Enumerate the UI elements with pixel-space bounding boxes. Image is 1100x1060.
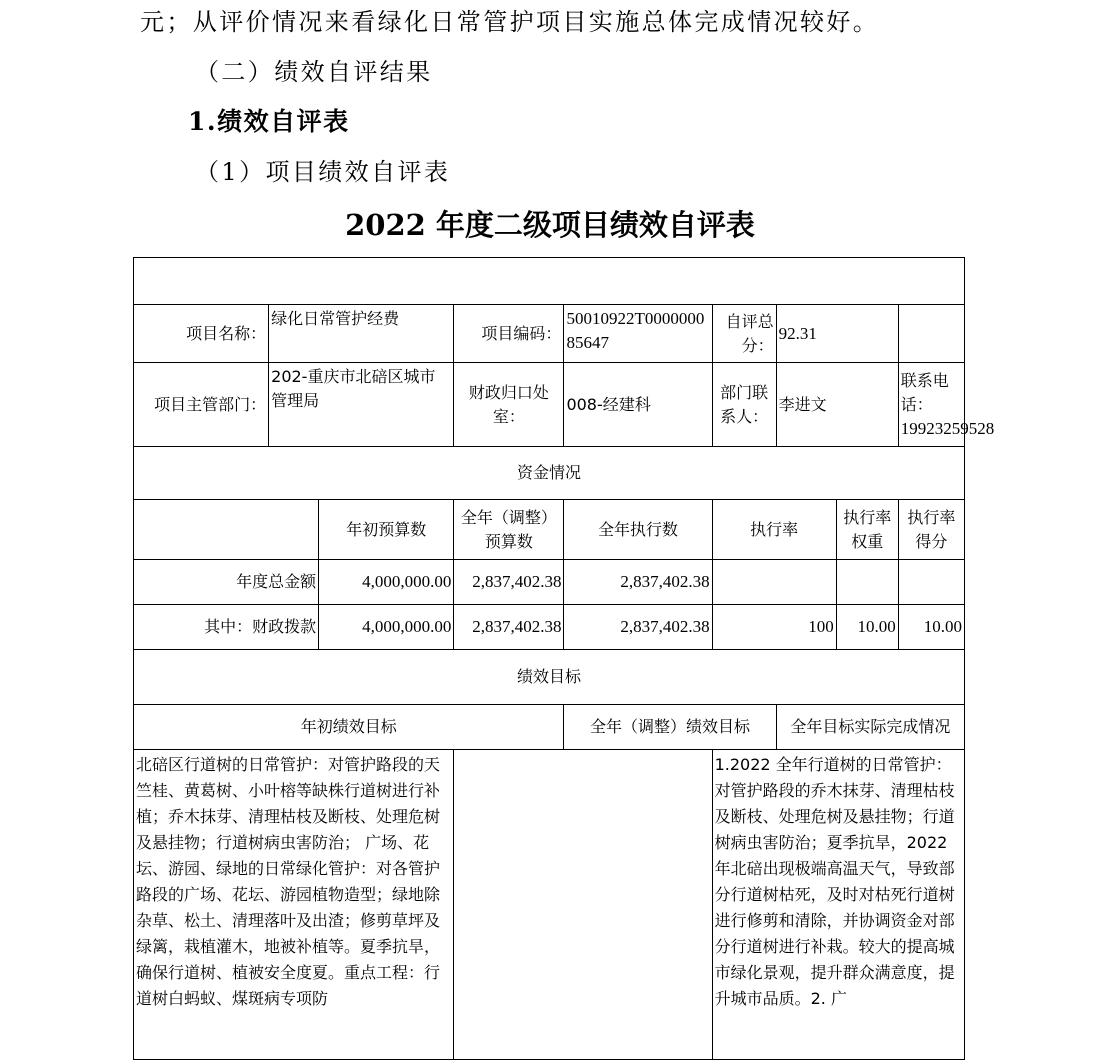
finance-office-value: 008-经建科 <box>564 363 712 447</box>
adjusted-goal-text <box>454 750 712 1060</box>
contact-person-value: 李进文 <box>776 363 898 447</box>
project-name-value: 绿化日常管护经费 <box>269 305 454 363</box>
intro-paragraph: 元；从评价情况来看绿化日常管护项目实施总体完成情况较好。 <box>140 8 880 36</box>
execution-rate-cell <box>712 560 836 605</box>
contact-person-label: 部门联系人： <box>712 363 776 447</box>
initial-goal-header: 年初绩效目标 <box>134 705 564 750</box>
score-value: 92.31 <box>776 305 898 363</box>
funds-section-title: 资金情况 <box>134 447 965 500</box>
rate-weight-cell <box>836 560 898 605</box>
department-label: 项目主管部门： <box>134 363 269 447</box>
execution-rate-cell: 100 <box>712 605 836 650</box>
project-code-value: 50010922T000000085647 <box>564 305 712 363</box>
finance-office-label: 财政归口处室： <box>454 363 564 447</box>
section-heading: （二）绩效自评结果 <box>195 58 433 86</box>
row-label: 年度总金额 <box>134 560 319 605</box>
goals-header-row <box>134 705 965 750</box>
initial-budget-header: 年初预算数 <box>319 500 454 560</box>
phone-label: 联系电话： <box>900 370 949 414</box>
goals-content-row <box>134 750 965 1060</box>
goals-section-row <box>134 650 965 705</box>
table-row <box>134 605 965 650</box>
department-info-row <box>134 363 965 447</box>
funds-header-row <box>134 500 965 560</box>
table-header-row <box>134 258 965 305</box>
actual-completion-header: 全年目标实际完成情况 <box>776 705 964 750</box>
table-title: 2022 年度二级项目绩效自评表 <box>345 208 755 242</box>
evaluation-table <box>133 257 995 1060</box>
adjusted-goal-header: 全年（调整）绩效目标 <box>564 705 776 750</box>
adjusted-budget-header: 全年（调整）预算数 <box>454 500 564 560</box>
rate-score-header: 执行率得分 <box>898 500 964 560</box>
rate-score-cell: 10.00 <box>898 605 964 650</box>
executed-amount-cell: 2,837,402.38 <box>564 560 712 605</box>
project-name-label: 项目名称： <box>134 305 269 363</box>
funds-section-row <box>134 447 965 500</box>
empty-cell <box>898 305 964 363</box>
actual-completion-text: 1.2022 全年行道树的日常管护：对管护路段的乔木抹芽、清理枯枝及断枝、处理危树及悬挂物；行道树病虫害防治；夏季抗旱，2022 年北碚出现极端高温天气，导致部分行道树枯死，及时对枯死行道树进行修剪和清除，并协调资金对部分行道树进行补栽。较大的提高城市绿化景观，提升群众满意度，提升城市品质。2. 广 <box>712 750 964 1060</box>
department-value: 202-重庆市北碚区城市管理局 <box>269 363 454 447</box>
score-label: 自评总分： <box>712 305 776 363</box>
project-code-label: 项目编码： <box>454 305 564 363</box>
phone-value: 19923259528 <box>900 418 995 438</box>
executed-amount-header: 全年执行数 <box>564 500 712 560</box>
table-blank-header <box>134 258 965 305</box>
initial-goal-text: 北碚区行道树的日常管护：对管护路段的天竺桂、黄葛树、小叶榕等缺株行道树进行补植；乔木抹芽、清理枯枝及断枝、处理危树及悬挂物；行道树病虫害防治； 广场、花坛、游园、绿地的日常绿化管护：对各管护路段的广场、花坛、游园植物造型；绿地除杂草、松土、清理落叶及出渣；修剪草坪及绿篱，栽植灌木，地被补植等。夏季抗旱，确保行道树、植被安全度夏。重点工程：行道树白蚂蚁、煤斑病专项防 <box>134 750 454 1060</box>
goals-section-title: 绩效目标 <box>134 650 965 705</box>
table-row <box>134 560 965 605</box>
phone-cell <box>898 363 995 447</box>
initial-budget-cell: 4,000,000.00 <box>319 605 454 650</box>
adjusted-budget-cell: 2,837,402.38 <box>454 605 564 650</box>
rate-weight-header: 执行率权重 <box>836 500 898 560</box>
rate-score-cell <box>898 560 964 605</box>
execution-rate-header: 执行率 <box>712 500 836 560</box>
subsection-heading: 1.绩效自评表 <box>188 107 350 136</box>
executed-amount-cell: 2,837,402.38 <box>564 605 712 650</box>
subsubsection-heading: （1）项目绩效自评表 <box>195 158 451 186</box>
adjusted-budget-cell: 2,837,402.38 <box>454 560 564 605</box>
initial-budget-cell: 4,000,000.00 <box>319 560 454 605</box>
funds-header-blank <box>134 500 319 560</box>
project-info-row <box>134 305 965 363</box>
rate-weight-cell: 10.00 <box>836 605 898 650</box>
row-label: 其中：财政拨款 <box>134 605 319 650</box>
